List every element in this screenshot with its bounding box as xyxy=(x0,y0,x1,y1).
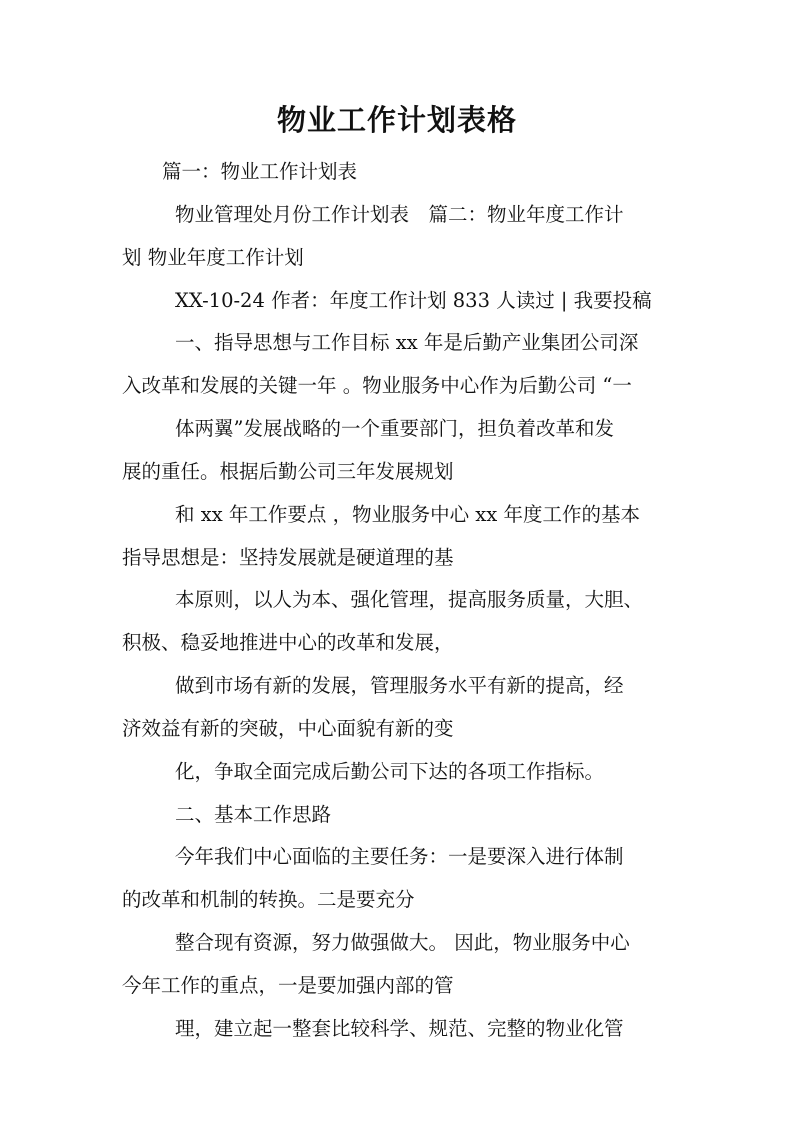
text-line: 体两翼”发展战略的一个重要部门，担负着改革和发 xyxy=(175,417,614,440)
text-line: 和 xx 年工作要点 ，物业服务中心 xx 年度工作的基本 xyxy=(175,503,640,526)
text-line: 济效益有新的突破，中心面貌有新的变 xyxy=(122,717,454,740)
text-line: 物业管理处月份工作计划表 篇二：物业年度工作计 xyxy=(175,203,624,226)
text-line: 划 物业年度工作计划 xyxy=(122,246,304,269)
text-line: 二、基本工作思路 xyxy=(175,803,332,826)
text-line: 入改革和发展的关键一年 。物业服务中心作为后勤公司 “一 xyxy=(122,374,632,397)
text-line: 做到市场有新的发展，管理服务水平有新的提高，经 xyxy=(175,674,624,697)
text-line: 篇一：物业工作计划表 xyxy=(162,160,358,183)
text-line: 积极、稳妥地推进中心的改革和发展， xyxy=(122,631,454,654)
text-line: 的改革和机制的转换。二是要充分 xyxy=(122,888,415,911)
text-line: 本原则，以人为本、强化管理，提高服务质量，大胆、 xyxy=(175,588,644,611)
text-line: 化，争取全面完成后勤公司下达的各项工作指标。 xyxy=(175,760,605,783)
text-line: 指导思想是：坚持发展就是硬道理的基 xyxy=(122,546,454,569)
text-line: 今年我们中心面临的主要任务：一是要深入进行体制 xyxy=(175,845,624,868)
document-title: 物业工作计划表格 xyxy=(276,103,517,137)
text-line: 展的重任。根据后勤公司三年发展规划 xyxy=(122,460,454,483)
text-line: 整合现有资源，努力做强做大。 因此，物业服务中心 xyxy=(175,931,630,954)
text-line: 理，建立起一整套比较科学、规范、完整的物业化管 xyxy=(175,1017,624,1040)
text-line: XX-10-24 作者：年度工作计划 833 人读过 | 我要投稿 xyxy=(175,289,652,312)
text-line: 一、指导思想与工作目标 xx 年是后勤产业集团公司深 xyxy=(175,331,639,354)
text-line: 今年工作的重点，一是要加强内部的管 xyxy=(122,974,454,997)
